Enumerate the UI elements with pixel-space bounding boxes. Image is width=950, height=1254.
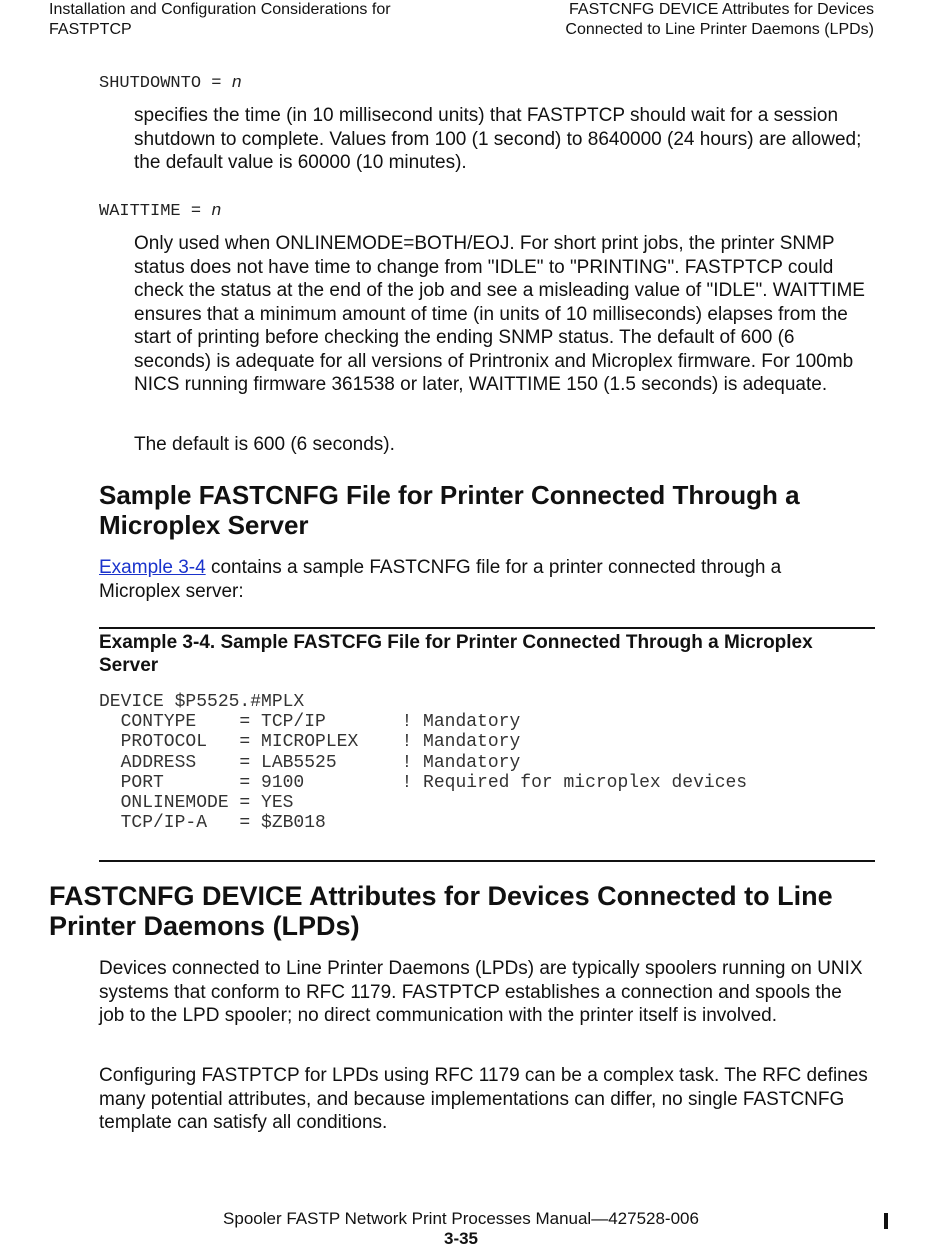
- waittime-var: n: [211, 202, 222, 221]
- header-right-line2: Connected to Line Printer Daemons (LPDs): [565, 21, 874, 38]
- waittime-default: The default is 600 (6 seconds).: [134, 434, 395, 455]
- header-right-line1: FASTCNFG DEVICE Attributes for Devices: [569, 1, 874, 18]
- running-header-left: [49, 0, 391, 40]
- header-left-line1: Installation and Configuration Considerations for: [49, 1, 391, 18]
- sample-section-heading: Sample FASTCNFG File for Printer Connected Through a Microplex Server: [99, 480, 800, 540]
- footer-page-number: 3-35: [443, 1229, 479, 1248]
- example-title: Example 3-4. Sample FASTCFG File for Printer Connected Through a Microplex Server: [99, 632, 813, 676]
- shutdownto-param: [99, 72, 242, 93]
- example-bottom-rule: [99, 860, 875, 862]
- shutdownto-description: specifies the time (in 10 millisecond units) that FASTPTCP should wait for a session shutdown to complete. Values from 100 (1 second) to 8640000 (24 hours) are allowed; the default value is 60000 (10 minutes).: [134, 105, 862, 173]
- running-header-right: [565, 0, 874, 40]
- example-code: DEVICE $P5525.#MPLX CONTYPE = TCP/IP ! Mandatory PROTOCOL = MICROPLEX ! Mandatory ADDRESS = LAB5525 ! Mandatory PORT = 9100 ! Required for microplex devices ONLINEMODE = YES TCP/IP-A = $ZB018: [99, 692, 748, 834]
- waittime-param: [99, 200, 221, 221]
- example-3-4-link[interactable]: Example 3-4: [99, 557, 206, 578]
- lpd-paragraph-1: Devices connected to Line Printer Daemons (LPDs) are typically spoolers running on UNIX systems that conform to RFC 1179. FASTPTCP establishes a connection and spools the job to the LPD spooler; no direct communication with the printer itself is involved.: [99, 958, 863, 1026]
- waittime-description: Only used when ONLINEMODE=BOTH/EOJ. For short print jobs, the printer SNMP status does not have time to change from "IDLE" to "PRINTING". FASTPTCP could check the status at the end of the job and see a misleading value of "IDLE". WAITTIME ensures that a minimum amount of time (in units of 10 milliseconds) elapses from the start of printing before checking the ending SNMP status. The default of 600 (6 seconds) is adequate for all versions of Printronix and Microplex firmware. For 100mb NICS running firmware 361538 or later, WAITTIME 150 (1.5 seconds) is adequate.: [134, 233, 865, 395]
- footer-manual-title: Spooler FASTP Network Print Processes Manual—427528-006: [223, 1209, 699, 1228]
- sample-section-intro: [99, 556, 859, 603]
- shutdownto-var: n: [231, 74, 242, 93]
- lpd-section-heading: FASTCNFG DEVICE Attributes for Devices Connected to Line Printer Daemons (LPDs): [49, 881, 833, 941]
- lpd-paragraph-2: Configuring FASTPTCP for LPDs using RFC 1179 can be a complex task. The RFC defines many potential attributes, and because implementations can differ, no single FASTCNFG template can satisfy all conditions.: [99, 1065, 868, 1133]
- change-bar: [884, 1213, 888, 1229]
- example-top-rule: [99, 627, 875, 629]
- header-left-line2: FASTPTCP: [49, 21, 132, 38]
- waittime-name: WAITTIME =: [99, 202, 212, 221]
- shutdownto-name: SHUTDOWNTO =: [99, 74, 232, 93]
- sample-intro-text: contains a sample FASTCNFG file for a printer connected through a Microplex server:: [99, 557, 782, 602]
